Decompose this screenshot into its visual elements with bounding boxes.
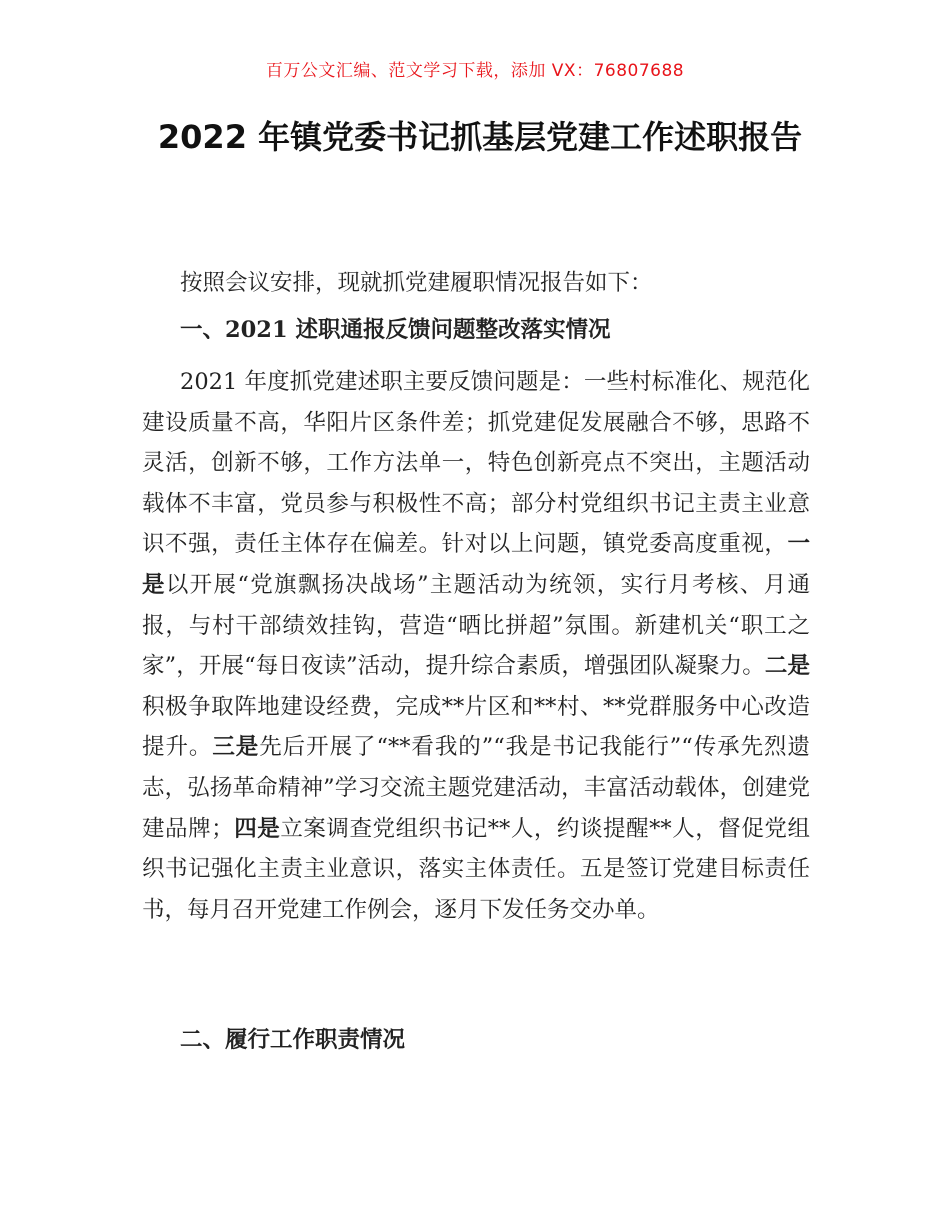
- section-1-paragraph: [142, 362, 810, 930]
- keyword-first: 一是: [142, 531, 810, 598]
- watermark-header: 百万公文汇编、范文学习下载，添加 VX：76807688: [265, 61, 685, 81]
- keyword-second: 二是: [764, 653, 810, 680]
- paragraph-text: 以开展“党旗飘扬决战场”主题活动为统领，实行月考核、月通报，与村干部绩效挂钩，营造“晒比拼超”氛围。新建机关“职工之家”，开展“每日夜读”活动，提升综合素质，增强团队凝聚力。: [142, 571, 810, 680]
- keyword-third: 三是: [212, 734, 260, 761]
- section-heading-2: 二、履行工作职责情况: [180, 1027, 406, 1053]
- paragraph-text: 先后开展了“**看我的”“我是书记我能行”“传承先烈遗志，弘扬革命精神”学习交流主题党建活动，丰富活动载体，创建党建品牌；: [142, 734, 810, 842]
- paragraph-text: 积极争取阵地建设经费，完成**片区和**村、**党群服务中心改造提升。: [142, 693, 810, 761]
- keyword-fourth: 四是: [233, 815, 281, 842]
- intro-paragraph: 按照会议安排，现就抓党建履职情况报告如下：: [180, 270, 653, 296]
- paragraph-text: 立案调查党组织书记**人，约谈提醒**人，督促党组织书记强化主责主业意识，落实主体责任。五是签订党建目标责任书，每月召开党建工作例会，逐月下发任务交办单。: [142, 815, 810, 923]
- paragraph-text: 2021 年度抓党建述职主要反馈问题是：一些村标准化、规范化建设质量不高，华阳片区条件差；抓党建促发展融合不够，思路不灵活，创新不够，工作方法单一，特色创新亮点不突出，主题活动载体不丰富，党员参与积极性不高；部分村党组织书记主责主业意识不强，责任主体存在偏差。针对以上问题，镇党委高度重视，: [142, 369, 810, 558]
- section-heading-1: 一、2021 述职通报反馈问题整改落实情况: [180, 317, 611, 343]
- document-title: 2022 年镇党委书记抓基层党建工作述职报告: [157, 118, 803, 156]
